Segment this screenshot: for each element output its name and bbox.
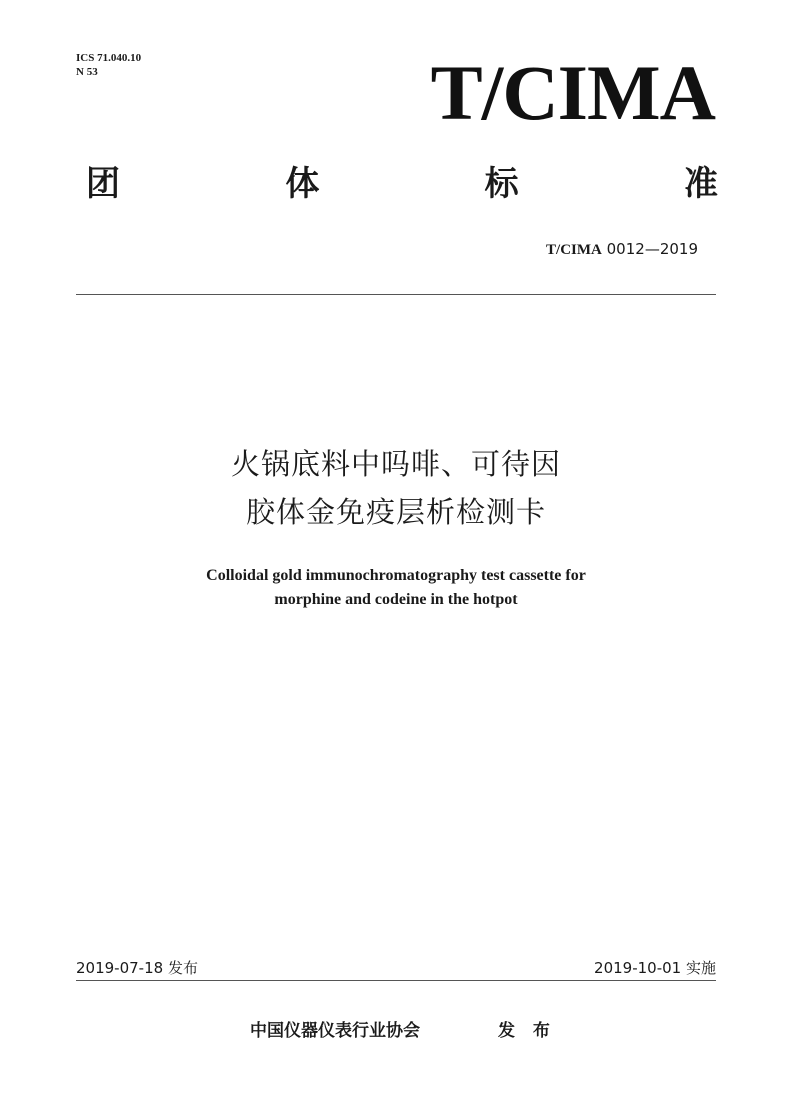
category-char-1: 团 — [86, 164, 120, 204]
classification-codes — [76, 51, 141, 79]
category-char-3: 标 — [484, 164, 519, 204]
publisher-name: 中国仪器仪表行业协会 — [250, 1021, 420, 1041]
ics-code: ICS 71.040.10 — [76, 52, 142, 64]
standard-category — [86, 160, 718, 208]
ccs-code: N 53 — [76, 66, 98, 78]
english-title-line-2: morphine and codeine in the hotpot — [274, 591, 518, 608]
category-char-2: 体 — [285, 164, 320, 204]
chinese-title — [96, 440, 696, 536]
standard-series-logo: T/CIMA — [430, 49, 715, 136]
top-divider — [76, 294, 716, 295]
english-title-line-1: Colloidal gold immunochromatography test cassette for — [206, 567, 586, 584]
standard-code — [420, 238, 698, 261]
bottom-divider — [76, 980, 716, 981]
standard-code-number: 0012—2019 — [606, 240, 698, 258]
publish-label: 发 布 — [498, 1021, 556, 1041]
issue-date: 2019-07-18 发布 — [76, 959, 198, 977]
chinese-title-line-1: 火锅底料中吗啡、可待因 — [230, 447, 561, 481]
english-title — [96, 564, 696, 612]
category-char-4: 准 — [683, 164, 718, 204]
standard-code-prefix: T/CIMA — [546, 242, 602, 258]
chinese-title-line-2: 胶体金免疫层析检测卡 — [245, 495, 546, 529]
implementation-date: 2019-10-01 实施 — [594, 959, 716, 977]
